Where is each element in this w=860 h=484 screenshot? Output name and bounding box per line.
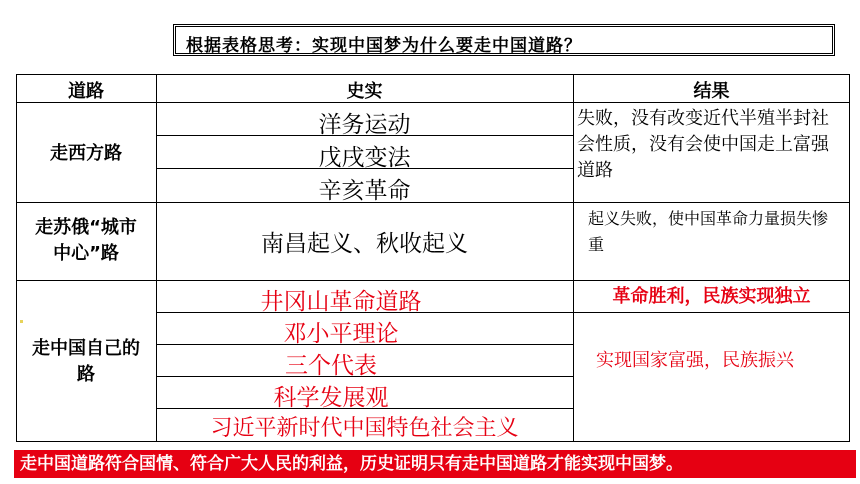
header-result: 结果 [693, 81, 730, 102]
fact-item: 南昌起义、秋收起义 [261, 231, 468, 257]
road-soviet: 走苏俄“城市中心”路 [35, 217, 137, 264]
header-facts: 史实 [346, 81, 383, 102]
fact-item: 邓小平理论 [283, 321, 399, 347]
fact-item: 戊戌变法 [318, 145, 411, 171]
road-western: 走西方路 [50, 143, 122, 164]
fact-item: 洋务运动 [318, 112, 411, 138]
bullet-mark [20, 320, 23, 323]
row-divider [16, 280, 850, 281]
conclusion-banner: 走中国道路符合国情、符合广大人民的利益，历史证明只有走中国道路才能实现中国梦。 [14, 450, 856, 478]
result-soviet: 起义失败，使中国革命力量损失惨重 [588, 209, 829, 254]
comparison-table [16, 74, 850, 442]
column-divider [573, 74, 574, 442]
fact-item: 井冈山革命道路 [260, 289, 422, 315]
result-independence: 革命胜利，民族实现独立 [612, 286, 811, 307]
fact-item: 三个代表 [285, 353, 377, 379]
fact-item: 习近平新时代中国特色社会主义 [210, 416, 519, 441]
table-border-right [849, 74, 850, 442]
result-western: 失败，没有改变近代半殖半封社会性质，没有会使中国走上富强道路 [577, 108, 829, 181]
result-prosperity: 实现国家富强，民族振兴 [596, 350, 794, 371]
table-border-left [16, 74, 17, 442]
question-text: 根据表格思考：实现中国梦为什么要走中国道路？ [186, 36, 582, 56]
fact-item: 辛亥革命 [318, 178, 411, 204]
result-divider [573, 312, 850, 313]
fact-item: 科学发展观 [273, 385, 389, 411]
question-box [173, 24, 835, 56]
header-road: 道路 [68, 81, 104, 102]
table-border-top [16, 74, 850, 75]
road-chinese: 走中国自己的路 [32, 338, 140, 385]
